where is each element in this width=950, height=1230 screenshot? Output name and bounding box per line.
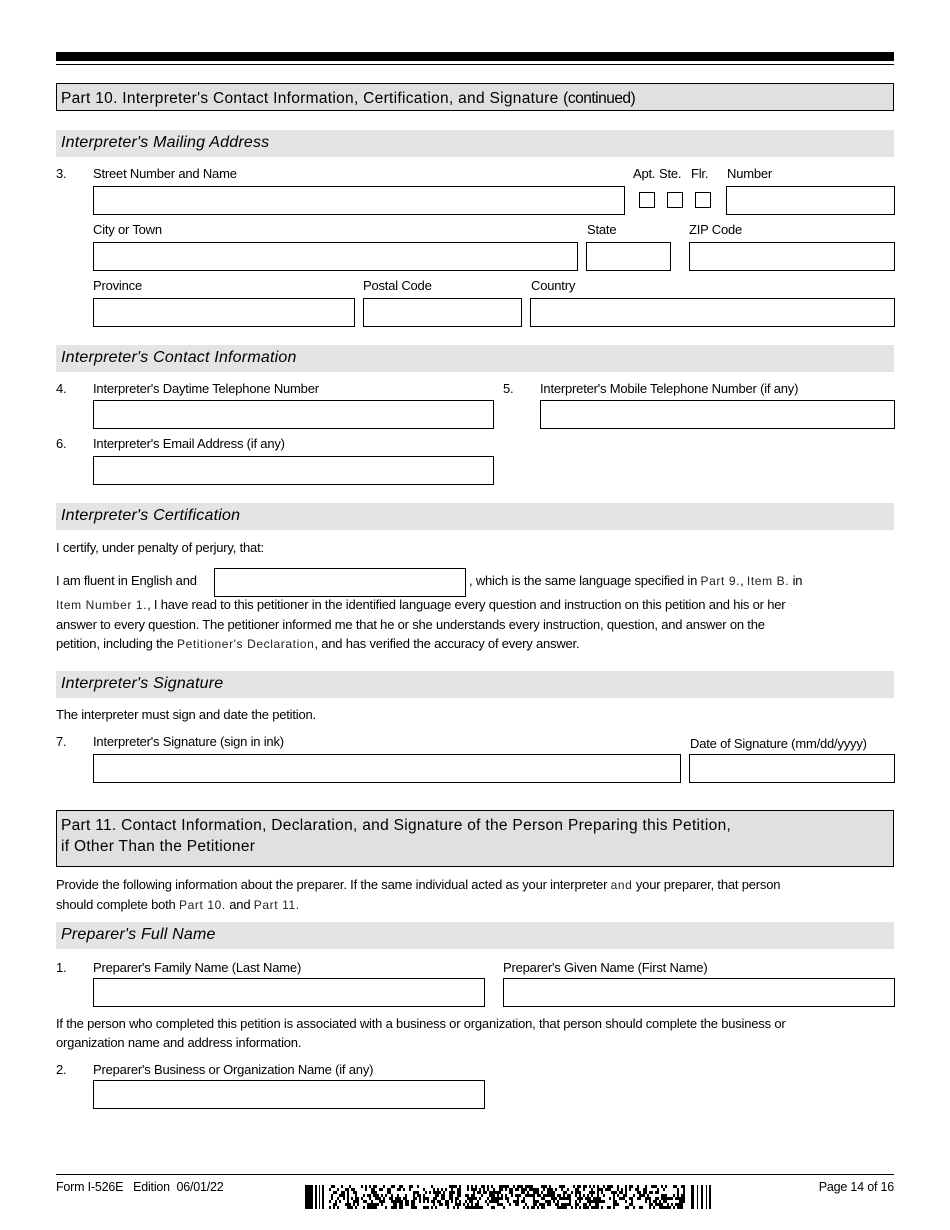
ste-label: Ste.	[659, 166, 682, 181]
zip-label: ZIP Code	[689, 222, 743, 237]
ref-item-b: Item B.	[746, 574, 790, 588]
form-edition: Form I-526E Edition 06/01/22	[56, 1180, 224, 1194]
daytime-phone-label: Interpreter's Daytime Telephone Number	[93, 381, 319, 396]
ste-checkbox[interactable]	[667, 192, 683, 208]
apt-label: Apt.	[633, 166, 656, 181]
apt-checkbox[interactable]	[639, 192, 655, 208]
given-name-label: Preparer's Given Name (First Name)	[503, 960, 708, 975]
note-line2: organization name and address information.	[56, 1035, 302, 1050]
flr-label: Flr.	[691, 166, 709, 181]
preparer-name-heading: Preparer's Full Name	[56, 922, 894, 949]
item-number: 3.	[56, 166, 67, 181]
note-line1: If the person who completed this petition is associated with a business or organization, that person should complete the business or	[56, 1016, 786, 1031]
mailing-address-heading: Interpreter's Mailing Address	[56, 130, 894, 157]
street-input[interactable]	[93, 186, 625, 215]
signature-label: Interpreter's Signature (sign in ink)	[93, 734, 284, 749]
cert-line4-pre: petition, including the	[56, 636, 174, 651]
date-label: Date of Signature (mm/dd/yyyy)	[690, 736, 867, 751]
item-number: 1.	[56, 960, 67, 975]
intro-text: Provide the following information about the preparer. If the same individual acted as your interpreter	[56, 877, 608, 892]
family-name-label: Preparer's Family Name (Last Name)	[93, 960, 302, 975]
cert-line2: , I have read to this petitioner in the identified language every question and instruction on this petition and his or her	[147, 597, 786, 612]
footer-rule	[56, 1174, 894, 1175]
province-label: Province	[93, 278, 142, 293]
family-name-input[interactable]	[93, 978, 485, 1007]
street-label: Street Number and Name	[93, 166, 237, 181]
signature-heading: Interpreter's Signature	[56, 671, 894, 698]
top-thin-rule	[56, 64, 894, 65]
item-number: 4.	[56, 381, 67, 396]
contact-info-heading: Interpreter's Contact Information	[56, 345, 894, 372]
province-input[interactable]	[93, 298, 355, 327]
cert-line3: answer to every question. The petitioner informed me that he or she understands every instruction, question, and answer on the	[56, 617, 765, 632]
signature-date-input[interactable]	[689, 754, 895, 783]
and-word: and	[229, 897, 251, 912]
cert-line4-post: , and has verified the accuracy of every answer.	[314, 636, 580, 651]
ref-declaration: Petitioner's Declaration	[176, 637, 315, 651]
ref-part9: Part 9.	[700, 574, 741, 588]
business-label: Preparer's Business or Organization Name (if any)	[93, 1062, 374, 1077]
postal-input[interactable]	[363, 298, 522, 327]
language-input[interactable]	[214, 568, 466, 597]
business-name-input[interactable]	[93, 1080, 485, 1109]
part11-title-line2: if Other Than the Petitioner	[61, 838, 256, 855]
ref-part11: Part 11.	[253, 898, 300, 912]
intro-text: your preparer, that person	[635, 877, 781, 892]
country-input[interactable]	[530, 298, 895, 327]
page-number: Page 14 of 16	[818, 1180, 894, 1194]
and-word: and	[610, 878, 633, 892]
intro-text: should complete both	[56, 897, 176, 912]
mobile-phone-label: Interpreter's Mobile Telephone Number (if any)	[540, 381, 799, 396]
daytime-phone-input[interactable]	[93, 400, 494, 429]
country-label: Country	[531, 278, 576, 293]
item-number: 5.	[503, 381, 514, 396]
postal-label: Postal Code	[363, 278, 432, 293]
part11-header	[56, 810, 894, 867]
apt-number-input[interactable]	[726, 186, 895, 215]
item-number: 6.	[56, 436, 67, 451]
number-label: Number	[727, 166, 773, 181]
cert-paragraph	[56, 595, 896, 654]
state-label: State	[587, 222, 617, 237]
business-note	[56, 1014, 896, 1052]
certify-intro: I certify, under penalty of perjury, that:	[56, 540, 264, 555]
part11-intro	[56, 875, 896, 915]
mobile-phone-input[interactable]	[540, 400, 895, 429]
flr-checkbox[interactable]	[695, 192, 711, 208]
zip-input[interactable]	[689, 242, 895, 271]
signature-intro: The interpreter must sign and date the petition.	[56, 707, 316, 722]
barcode	[305, 1185, 713, 1209]
top-thick-rule	[56, 52, 894, 61]
signature-input[interactable]	[93, 754, 681, 783]
email-label: Interpreter's Email Address (if any)	[93, 436, 285, 451]
ref-item1: Item Number 1.	[56, 598, 148, 612]
part10-title: Part 10. Interpreter's Contact Information, Certification, and Signature	[61, 90, 559, 107]
item-number: 7.	[56, 734, 67, 749]
city-input[interactable]	[93, 242, 578, 271]
cert-line1-post: , which is the same language specified in Part 9., Item B. in	[469, 573, 803, 588]
part11-title-line1: Part 11. Contact Information, Declaration, and Signature of the Person Preparing this Petition,	[61, 817, 732, 834]
part10-header	[56, 83, 894, 111]
in-word: in	[792, 573, 803, 588]
given-name-input[interactable]	[503, 978, 895, 1007]
city-label: City or Town	[93, 222, 162, 237]
email-input[interactable]	[93, 456, 494, 485]
certification-heading: Interpreter's Certification	[56, 503, 894, 530]
cert-line1-text: , which is the same language specified in	[469, 573, 698, 588]
continued-label: (continued)	[563, 90, 636, 107]
item-number: 2.	[56, 1062, 67, 1077]
state-select[interactable]	[586, 242, 671, 271]
ref-part10: Part 10.	[179, 898, 226, 912]
cert-line1-pre: I am fluent in English and	[56, 573, 197, 588]
